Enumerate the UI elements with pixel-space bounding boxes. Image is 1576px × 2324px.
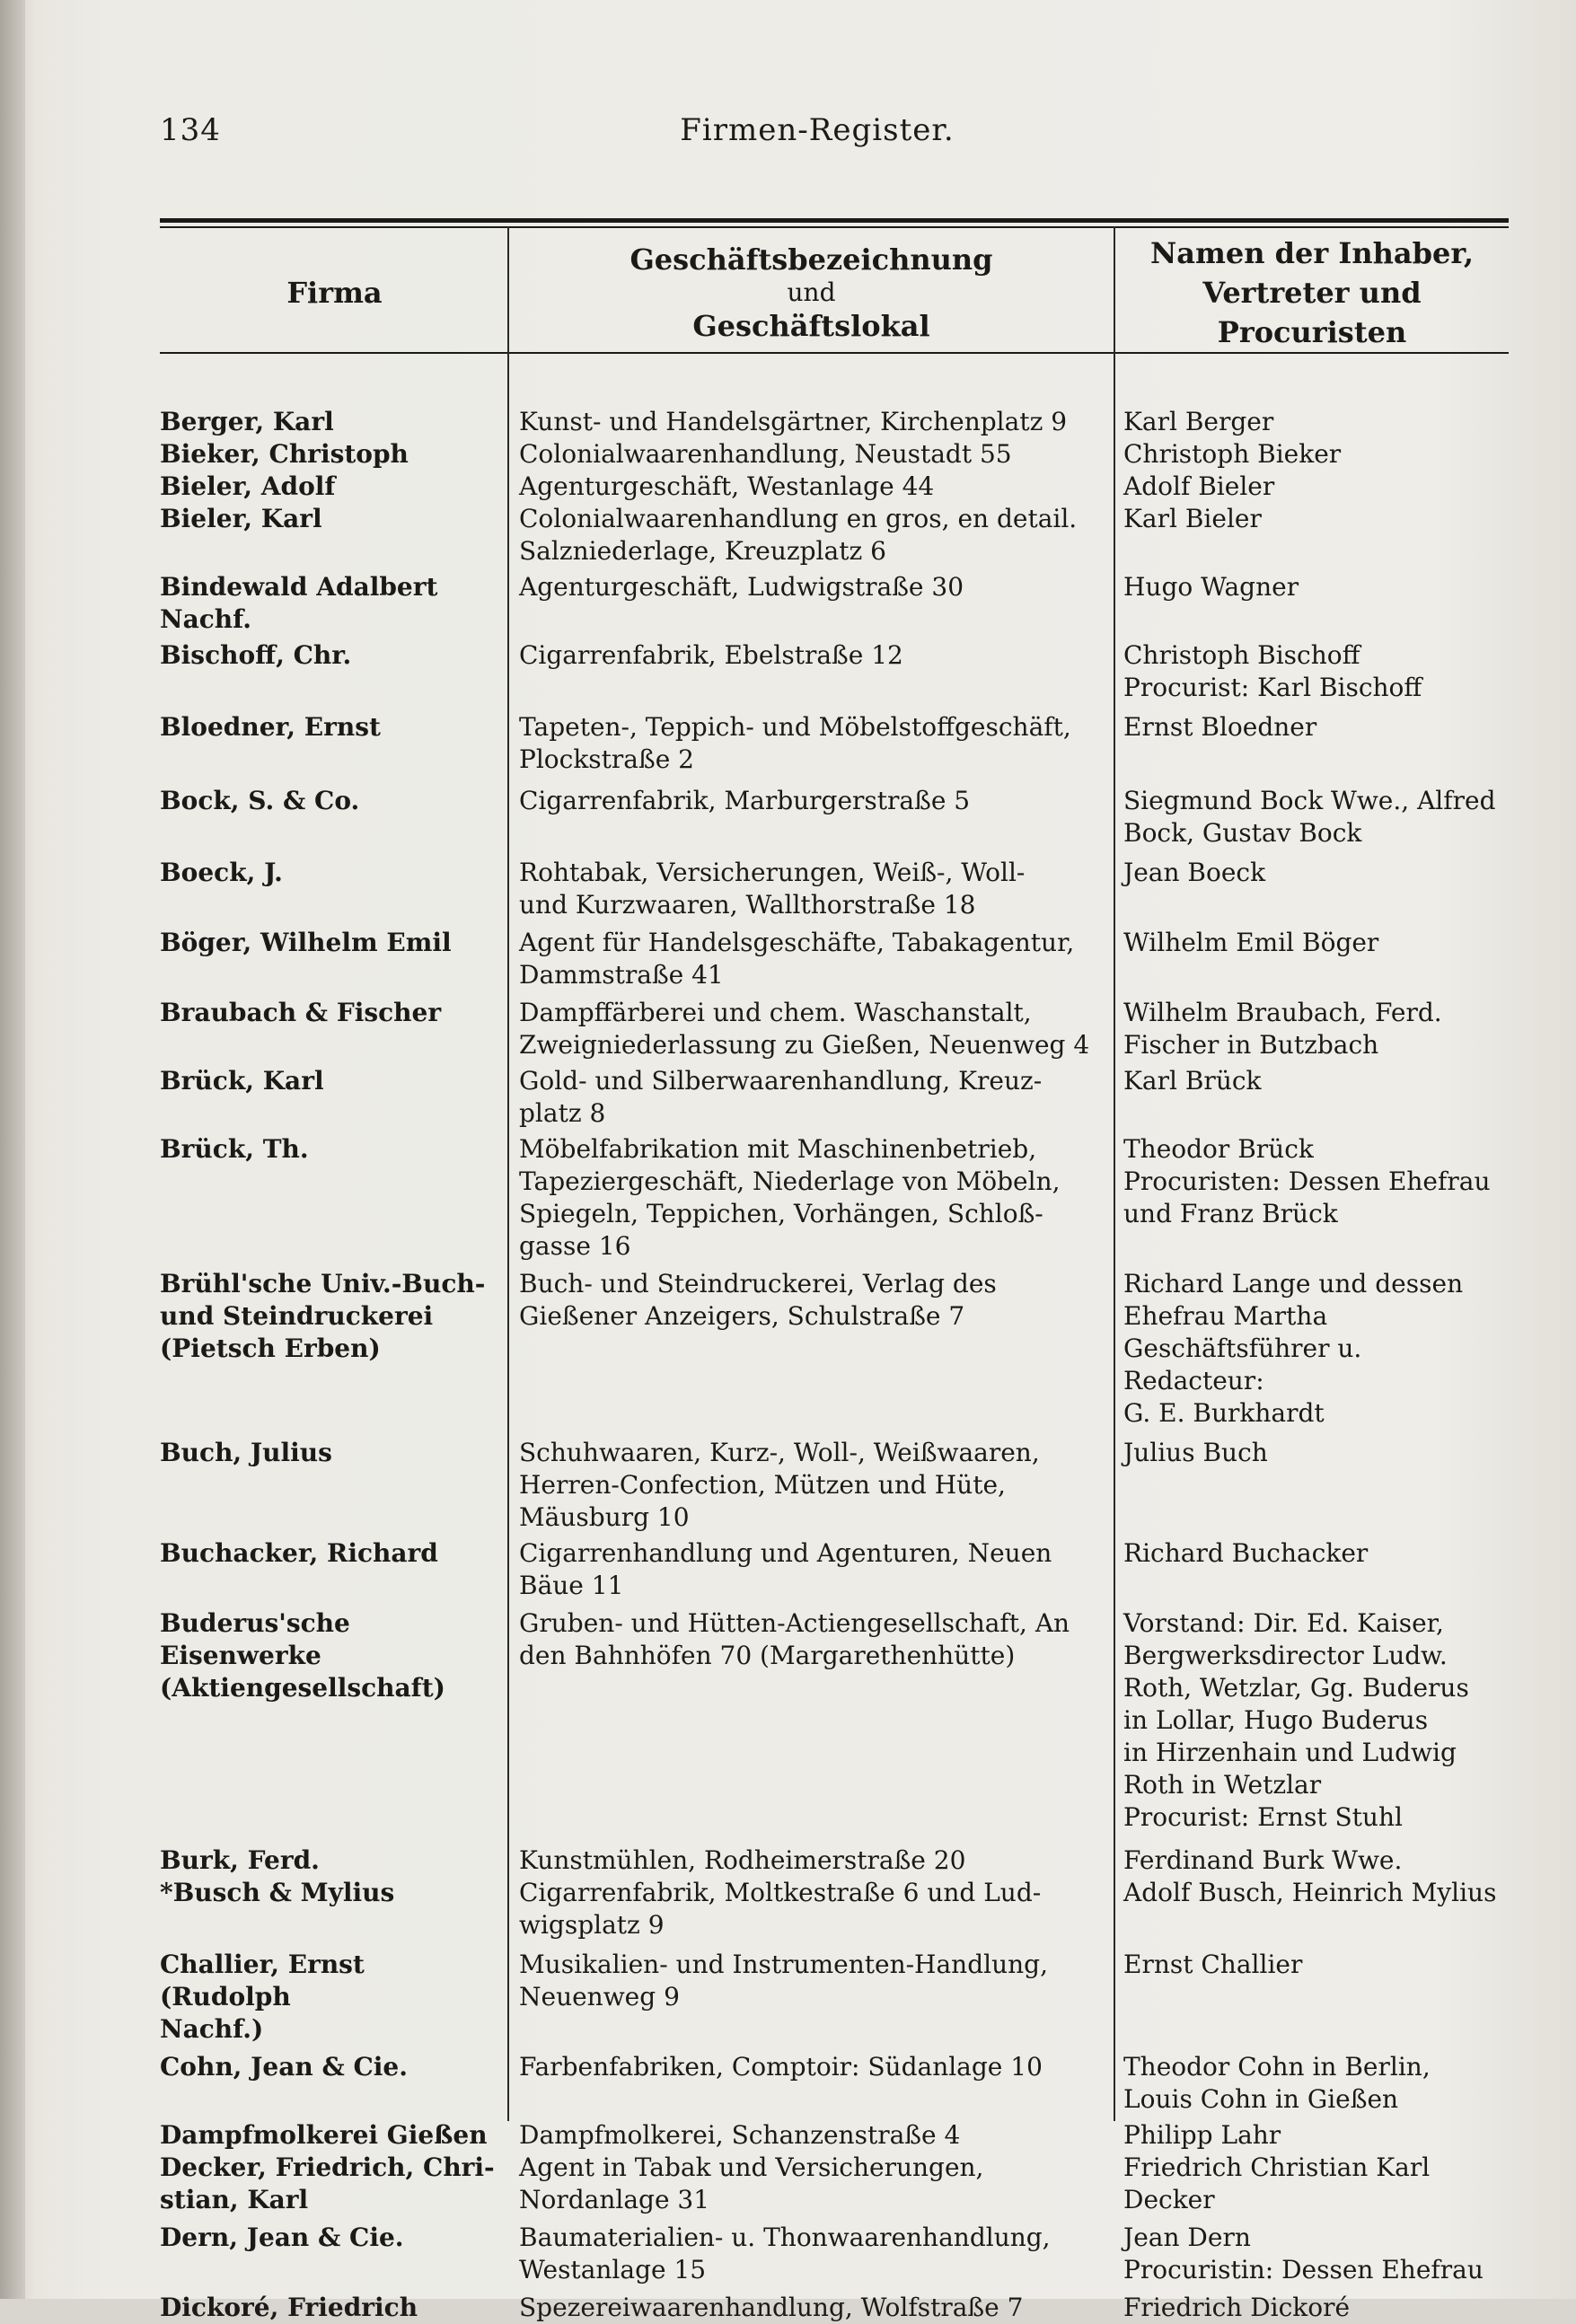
business-description: Agent in Tabak und Versicherungen, Nordanlage 31 [519, 2152, 984, 2214]
column-header-business-line1: Geschäftsbezeichnung [630, 242, 993, 277]
owners-names: Adolf Busch, Heinrich Mylius [1123, 1878, 1497, 1907]
firm-name: Decker, Friedrich, Chri- stian, Karl [160, 2152, 495, 2214]
table-header-rule [160, 352, 1509, 354]
owners-names: Theodor Cohn in Berlin, Louis Cohn in Gießen [1123, 2052, 1431, 2114]
firm-name: Bieler, Adolf [160, 471, 336, 501]
firm-name: Berger, Karl [160, 407, 334, 436]
column-header-owners [1115, 235, 1509, 350]
firm-name: Bindewald Adalbert Nachf. [160, 572, 438, 634]
register-entry [160, 503, 1576, 568]
owners-names: Vorstand: Dir. Ed. Kaiser, Bergwerksdirector Ludw. Roth, Wetzlar, Gg. Buderus in Lollar, Hugo Buderus in Hirzenhain und Ludwig Roth in Wetzlar Procurist: Ernst Stuhl [1123, 1608, 1469, 1832]
register-entry [160, 2152, 1576, 2216]
firm-name: Dickoré, Friedrich [160, 2293, 418, 2322]
owners-names: Wilhelm Emil Böger [1123, 928, 1379, 957]
owners-names: Ernst Challier [1123, 1950, 1303, 1979]
firm-name: Burk, Ferd. [160, 1845, 320, 1875]
firm-name: Buch, Julius [160, 1438, 332, 1467]
business-description: Agent für Handelsgeschäfte, Tabakagentur, Dammstraße 41 [519, 928, 1075, 990]
business-description: Dampfmolkerei, Schanzenstraße 4 [519, 2120, 961, 2150]
owners-names: Ferdinand Burk Wwe. [1123, 1845, 1403, 1875]
owners-names: Karl Bieler [1123, 504, 1262, 533]
column-header-owners-line2: Vertreter und Procuristen [1202, 276, 1422, 349]
business-description: Farbenfabriken, Comptoir: Südanlage 10 [519, 2052, 1043, 2082]
business-description: Gruben- und Hütten-Actiengesellschaft, An den Bahnhöfen 70 (Margarethenhütte) [519, 1608, 1070, 1670]
register-entry [160, 1437, 1576, 1534]
register-entry [160, 857, 1576, 921]
column-header-business-and: und [787, 277, 836, 307]
register-entry [160, 639, 1576, 704]
register-entry [160, 1877, 1576, 1941]
register-entry [160, 1607, 1576, 1834]
column-header-business-line2: Geschäftslokal [692, 309, 930, 343]
register-entry [160, 1065, 1576, 1130]
owners-names: Christoph Bischoff Procurist: Karl Bischoff [1123, 640, 1422, 702]
business-description: Colonialwaarenhandlung, Neustadt 55 [519, 439, 1012, 469]
register-entry [160, 1949, 1576, 2046]
owners-names: Jean Boeck [1123, 858, 1266, 887]
owners-names: Richard Lange und dessen Ehefrau Martha Geschäftsführer u. Redacteur: G. E. Burkhardt [1123, 1269, 1464, 1428]
column-header-firm [162, 235, 507, 350]
owners-names: Hugo Wagner [1123, 572, 1299, 602]
business-description: Rohtabak, Versicherungen, Weiß-, Woll- und Kurzwaaren, Wallthorstraße 18 [519, 858, 1026, 920]
owners-names: Theodor Brück Procuristen: Dessen Ehefrau und Franz Brück [1123, 1134, 1491, 1228]
register-entry [160, 1844, 1576, 1877]
register-entry [160, 2051, 1576, 2116]
firm-name: Bock, S. & Co. [160, 786, 360, 815]
register-entry [160, 927, 1576, 991]
firm-name: Bieler, Karl [160, 504, 322, 533]
register-entry [160, 571, 1576, 636]
firm-name: Braubach & Fischer [160, 998, 442, 1027]
business-description: Cigarrenhandlung und Agenturen, Neuen Bäue 11 [519, 1538, 1052, 1600]
business-description: Möbelfabrikation mit Maschinenbetrieb, Tapeziergeschäft, Niederlage von Möbeln, Spiegeln, Teppichen, Vorhängen, Schloß- gasse 16 [519, 1134, 1061, 1261]
business-description: Tapeten-, Teppich- und Möbelstoffgeschäft, Plockstraße 2 [519, 712, 1071, 774]
page-number: 134 [160, 112, 221, 148]
column-header-owners-line1: Namen der Inhaber, [1150, 236, 1474, 270]
business-description: Dampffärberei und chem. Waschanstalt, Zweigniederlassung zu Gießen, Neuenweg 4 [519, 998, 1090, 1060]
firm-name: Dern, Jean & Cie. [160, 2223, 404, 2252]
register-entry [160, 997, 1576, 1061]
owners-names: Karl Berger [1123, 407, 1274, 436]
register-entry [160, 438, 1576, 471]
business-description: Cigarrenfabrik, Marburgerstraße 5 [519, 786, 971, 815]
running-title: Firmen-Register. [680, 112, 955, 148]
owners-names: Ernst Bloedner [1123, 712, 1317, 742]
business-description: Baumaterialien- u. Thonwaarenhandlung, Westanlage 15 [519, 2223, 1051, 2284]
register-entry [160, 2222, 1576, 2286]
business-description: Kunstmühlen, Rodheimerstraße 20 [519, 1845, 966, 1875]
business-description: Schuhwaaren, Kurz-, Woll-, Weißwaaren, Herren-Confection, Mützen und Hüte, Mäusburg 10 [519, 1438, 1040, 1532]
business-description: Musikalien- und Instrumenten-Handlung, Neuenweg 9 [519, 1950, 1048, 2011]
firm-name: Buchacker, Richard [160, 1538, 438, 1568]
firm-name: *Busch & Mylius [160, 1878, 395, 1907]
firm-name: Brück, Karl [160, 1066, 324, 1096]
business-description: Agenturgeschäft, Ludwigstraße 30 [519, 572, 964, 602]
register-entry [160, 406, 1576, 438]
owners-names: Karl Brück [1123, 1066, 1262, 1096]
business-description: Spezereiwaarenhandlung, Wolfstraße 7 [519, 2293, 1024, 2322]
owners-names: Jean Dern Procuristin: Dessen Ehefrau [1123, 2223, 1484, 2284]
firm-name: Bloedner, Ernst [160, 712, 381, 742]
register-entry [160, 1537, 1576, 1602]
business-description: Cigarrenfabrik, Ebelstraße 12 [519, 640, 903, 670]
owners-names: Philipp Lahr [1123, 2120, 1281, 2150]
firm-name: Brühl'sche Univ.-Buch- und Steindruckerei (Pietsch Erben) [160, 1269, 486, 1363]
column-header-firm-label: Firma [286, 276, 383, 310]
owners-names: Siegmund Bock Wwe., Alfred Bock, Gustav Bock [1123, 786, 1496, 848]
owners-names: Friedrich Christian Karl Decker [1123, 2152, 1431, 2214]
owners-names: Friedrich Dickoré [1123, 2293, 1351, 2322]
business-description: Cigarrenfabrik, Moltkestraße 6 und Lud- wigsplatz 9 [519, 1878, 1042, 1940]
column-header-business [509, 235, 1114, 350]
firm-name: Dampfmolkerei Gießen [160, 2120, 488, 2150]
register-entry [160, 471, 1576, 503]
register-entry [160, 1268, 1576, 1430]
firm-name: Boeck, J. [160, 858, 283, 887]
business-description: Buch- und Steindruckerei, Verlag des Gießener Anzeigers, Schulstraße 7 [519, 1269, 997, 1331]
register-entry [160, 2292, 1576, 2324]
firm-name: Böger, Wilhelm Emil [160, 928, 452, 957]
register-entry [160, 1133, 1576, 1263]
register-entry [160, 785, 1576, 849]
table-top-rule-thin [160, 226, 1509, 228]
firm-name: Bischoff, Chr. [160, 640, 352, 670]
business-description: Colonialwaarenhandlung en gros, en detail. Salzniederlage, Kreuzplatz 6 [519, 504, 1078, 566]
owners-names: Richard Buchacker [1123, 1538, 1369, 1568]
register-entry [160, 2119, 1576, 2152]
firm-name: Challier, Ernst (Rudolph Nachf.) [160, 1950, 365, 2044]
register-entry [160, 711, 1576, 776]
business-description: Agenturgeschäft, Westanlage 44 [519, 471, 935, 501]
business-description: Kunst- und Handelsgärtner, Kirchenplatz 9 [519, 407, 1068, 436]
firm-name: Buderus'sche Eisenwerke (Aktiengesellschaft) [160, 1608, 445, 1703]
register-entries [0, 406, 1576, 2324]
owners-names: Wilhelm Braubach, Ferd. Fischer in Butzbach [1123, 998, 1442, 1060]
firm-name: Bieker, Christoph [160, 439, 409, 469]
firm-name: Brück, Th. [160, 1134, 309, 1164]
owners-names: Adolf Bieler [1123, 471, 1275, 501]
owners-names: Christoph Bieker [1123, 439, 1342, 469]
table-top-rule [160, 218, 1509, 223]
business-description: Gold- und Silberwaarenhandlung, Kreuz- platz 8 [519, 1066, 1043, 1128]
owners-names: Julius Buch [1123, 1438, 1268, 1467]
page-header [0, 112, 1576, 166]
firm-name: Cohn, Jean & Cie. [160, 2052, 408, 2082]
